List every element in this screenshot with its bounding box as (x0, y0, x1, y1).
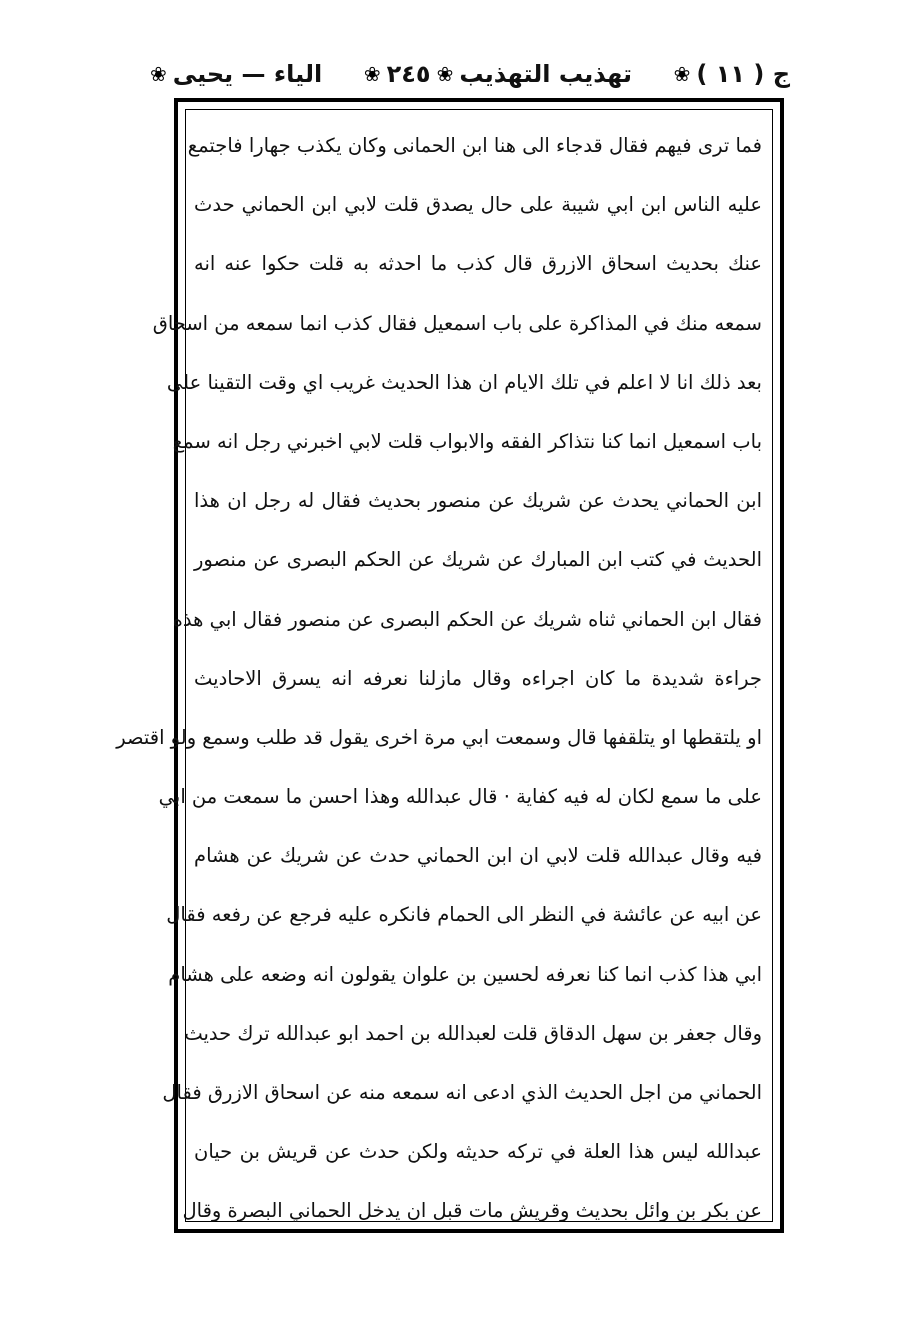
text-line: وقال جعفر بن سهل الدقاق قلت لعبدالله بن احمد ابو عبدالله ترك حديث (184, 1021, 762, 1045)
volume-label: ج ( ١١ ) (696, 60, 790, 88)
text-line: ابي هذا كذب انما كنا نعرفه لحسين بن علوان يقولون انه وضعه على هشام (168, 962, 762, 986)
text-line: عبدالله ليس هذا العلة في تركه حديثه ولكن حدث عن قريش بن حيان (194, 1140, 762, 1164)
text-line: الحديث في كتب ابن المبارك عن شريك عن الحكم البصرى عن منصور (194, 548, 762, 572)
text-line: فيه وقال عبدالله قلت لابي ان ابن الحماني حدث عن شريك عن هشام (194, 844, 762, 868)
page-header (150, 52, 790, 96)
page-body (116, 116, 762, 1241)
section-title: الياء — يحيى (172, 60, 323, 88)
text-frame (116, 98, 784, 1233)
text-line: باب اسمعيل انما كنا نتذاكر الفقه والابواب قلت لابي اخبرني رجل انه سمع (172, 429, 762, 453)
header-title-segment (364, 60, 632, 88)
text-line: الحماني من اجل الحديث الذي ادعى انه سمعه منه عن اسحاق الازرق فقال (162, 1081, 762, 1104)
text-line: فما ترى فيهم فقال قدجاء الى هنا ابن الحمانى وكان يكذب جهارا فاجتمع (187, 134, 762, 157)
text-line: او يلتقطها او يتلقفها قال وسمعت ابي مرة اخرى يقول قد طلب وسمع ولو اقتصر (116, 725, 762, 749)
flower-ornament-icon: ❀ (436, 62, 454, 86)
text-line: فقال ابن الحماني ثناه شريك عن الحكم البصرى عن منصور فقال ابي هذه (172, 607, 762, 631)
text-line: عن بكر بن وائل بحديث وقريش مات قبل ان يدخل الحماني البصرة وقال (182, 1199, 762, 1223)
flower-ornament-icon: ❀ (673, 62, 691, 86)
header-volume-segment (674, 60, 790, 88)
flower-ornament-icon: ❀ (150, 62, 167, 86)
book-title: تهذيب التهذيب (459, 60, 632, 88)
flower-ornament-icon: ❀ (363, 62, 381, 86)
page-number: ٢٤٥ (386, 60, 431, 88)
text-line: على ما سمع لكان له فيه كفاية · قال عبدالله وهذا احسن ما سمعت من ابي (158, 785, 762, 809)
text-line: بعد ذلك انا لا اعلم في تلك الايام ان هذا الحديث غريب اي وقت التقينا على (166, 370, 762, 394)
text-line: عليه الناس ابن ابي شيبة على حال يصدق قلت لابي ابن الحماني حدث (194, 193, 762, 217)
text-line: ابن الحماني يحدث عن شريك عن منصور بحديث فقال له رجل ان هذا (194, 489, 762, 513)
text-line: عنك بحديث اسحاق الازرق قال كذب ما احدثه به قلت حكوا عنه انه (194, 252, 762, 276)
header-section-segment (150, 60, 322, 88)
text-line: جراءة شديدة ما كان اجراءه وقال مازلنا نعرفه انه يسرق الاحاديث (194, 666, 762, 690)
text-line: عن ابيه عن عائشة في النظر الى الحمام فانكره عليه فرجع عن رفعه فقال (166, 903, 762, 927)
text-line: سمعه منك في المذاكرة على باب اسمعيل فقال كذب انما سمعه من اسحاق (152, 311, 762, 335)
